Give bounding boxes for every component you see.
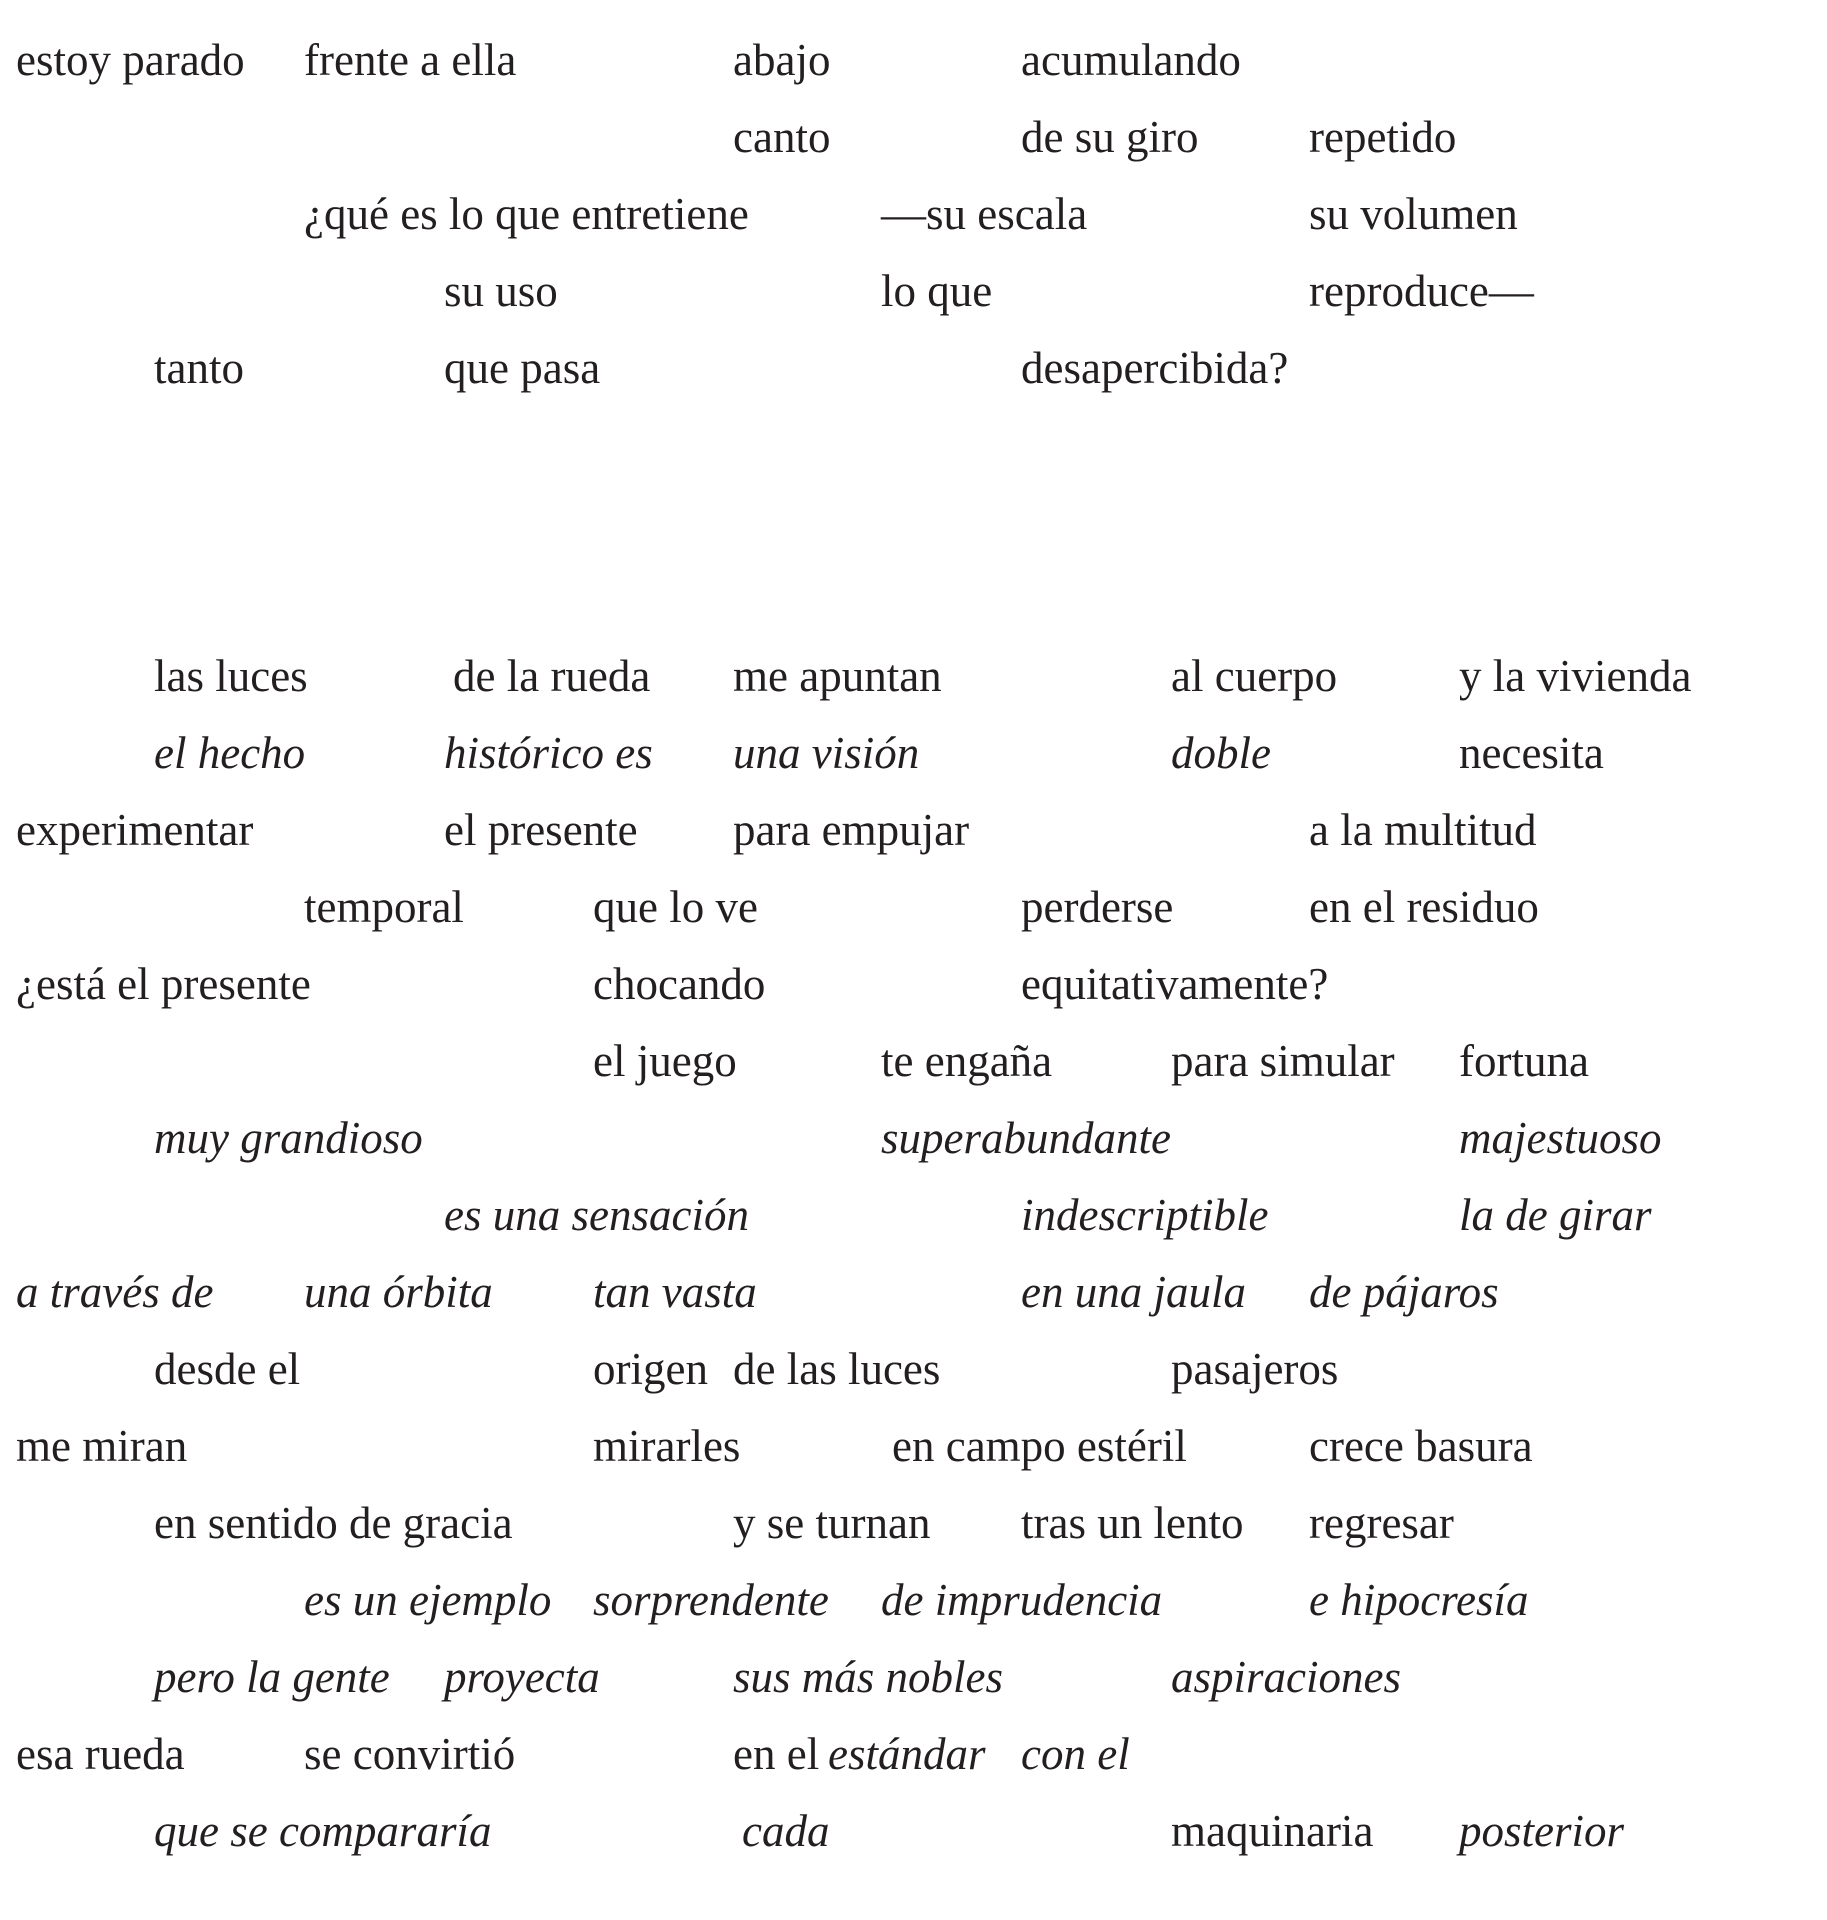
phrase-italic: es un ejemplo <box>304 1575 552 1625</box>
phrase-italic: una órbita <box>304 1267 493 1317</box>
phrase: las luces <box>154 651 308 701</box>
phrase: chocando <box>593 959 766 1009</box>
phrase-italic: a través de <box>16 1267 214 1317</box>
phrase: que lo ve <box>593 882 758 932</box>
phrase: en sentido de gracia <box>154 1498 513 1548</box>
phrase: pasajeros <box>1171 1344 1339 1394</box>
phrase: fortuna <box>1459 1036 1589 1086</box>
phrase: se convirtió <box>304 1729 516 1779</box>
phrase: frente a ella <box>304 35 517 85</box>
phrase-italic: con el <box>1021 1729 1130 1779</box>
phrase: su volumen <box>1309 189 1518 239</box>
phrase: abajo <box>733 35 831 85</box>
phrase-italic: majestuoso <box>1459 1113 1662 1163</box>
phrase-italic: sorprendente <box>593 1575 829 1625</box>
phrase: ¿está el presente <box>16 959 311 1009</box>
phrase: desapercibida? <box>1021 343 1289 393</box>
phrase: estoy parado <box>16 35 245 85</box>
phrase-italic: cada <box>742 1806 830 1856</box>
phrase-italic: en una jaula <box>1021 1267 1246 1317</box>
phrase-italic: tan vasta <box>593 1267 757 1317</box>
phrase-italic: doble <box>1171 728 1271 778</box>
phrase: mirarles <box>593 1421 741 1471</box>
phrase: lo que <box>881 266 993 316</box>
phrase: te engaña <box>881 1036 1053 1086</box>
phrase: que pasa <box>444 343 601 393</box>
phrase-italic: de imprudencia <box>881 1575 1163 1625</box>
phrase: temporal <box>304 882 464 932</box>
phrase: experimentar <box>16 805 254 855</box>
phrase: su uso <box>444 266 558 316</box>
phrase-italic: muy grandioso <box>154 1113 423 1163</box>
phrase: me miran <box>16 1421 188 1471</box>
phrase: en campo estéril <box>892 1421 1187 1471</box>
phrase-italic: superabundante <box>881 1113 1171 1163</box>
phrase: y se turnan <box>733 1498 931 1548</box>
phrase: reproduce— <box>1309 266 1534 316</box>
phrase: en el <box>733 1729 820 1779</box>
phrase-italic: estándar <box>828 1729 986 1779</box>
phrase: origen <box>593 1344 708 1394</box>
phrase: canto <box>733 112 831 162</box>
phrase: para empujar <box>733 805 970 855</box>
phrase: esa rueda <box>16 1729 185 1779</box>
phrase-italic: la de girar <box>1459 1190 1652 1240</box>
phrase: —su escala <box>881 189 1088 239</box>
phrase: regresar <box>1309 1498 1454 1548</box>
phrase-italic: e hipocresía <box>1309 1575 1529 1625</box>
phrase-italic: indescriptible <box>1021 1190 1269 1240</box>
phrase: acumulando <box>1021 35 1241 85</box>
phrase: tanto <box>154 343 244 393</box>
phrase: a la multitud <box>1309 805 1537 855</box>
phrase: el presente <box>444 805 638 855</box>
phrase: perderse <box>1021 882 1174 932</box>
phrase: de las luces <box>733 1344 941 1394</box>
phrase: maquinaria <box>1171 1806 1374 1856</box>
phrase: y la vivienda <box>1459 651 1692 701</box>
phrase: tras un lento <box>1021 1498 1244 1548</box>
phrase-italic: aspiraciones <box>1171 1652 1401 1702</box>
phrase-italic: histórico es <box>444 728 653 778</box>
phrase: ¿qué es lo que entretiene <box>304 189 749 239</box>
phrase-italic: proyecta <box>444 1652 600 1702</box>
phrase-italic: una visión <box>733 728 920 778</box>
phrase: para simular <box>1171 1036 1395 1086</box>
phrase: equitativamente? <box>1021 959 1329 1009</box>
phrase-italic: de pájaros <box>1309 1267 1499 1317</box>
phrase: me apuntan <box>733 651 942 701</box>
phrase: crece basura <box>1309 1421 1533 1471</box>
phrase-italic: pero la gente <box>154 1652 390 1702</box>
phrase: el juego <box>593 1036 737 1086</box>
phrase: al cuerpo <box>1171 651 1338 701</box>
phrase: repetido <box>1309 112 1457 162</box>
phrase-italic: posterior <box>1459 1806 1625 1856</box>
phrase: de su giro <box>1021 112 1199 162</box>
phrase-italic: sus más nobles <box>733 1652 1004 1702</box>
phrase: desde el <box>154 1344 301 1394</box>
phrase-italic: el hecho <box>154 728 306 778</box>
phrase-italic: que se compararía <box>154 1806 492 1856</box>
phrase: en el residuo <box>1309 882 1539 932</box>
phrase: necesita <box>1459 728 1604 778</box>
phrase: de la rueda <box>453 651 651 701</box>
phrase-italic: es una sensación <box>444 1190 749 1240</box>
